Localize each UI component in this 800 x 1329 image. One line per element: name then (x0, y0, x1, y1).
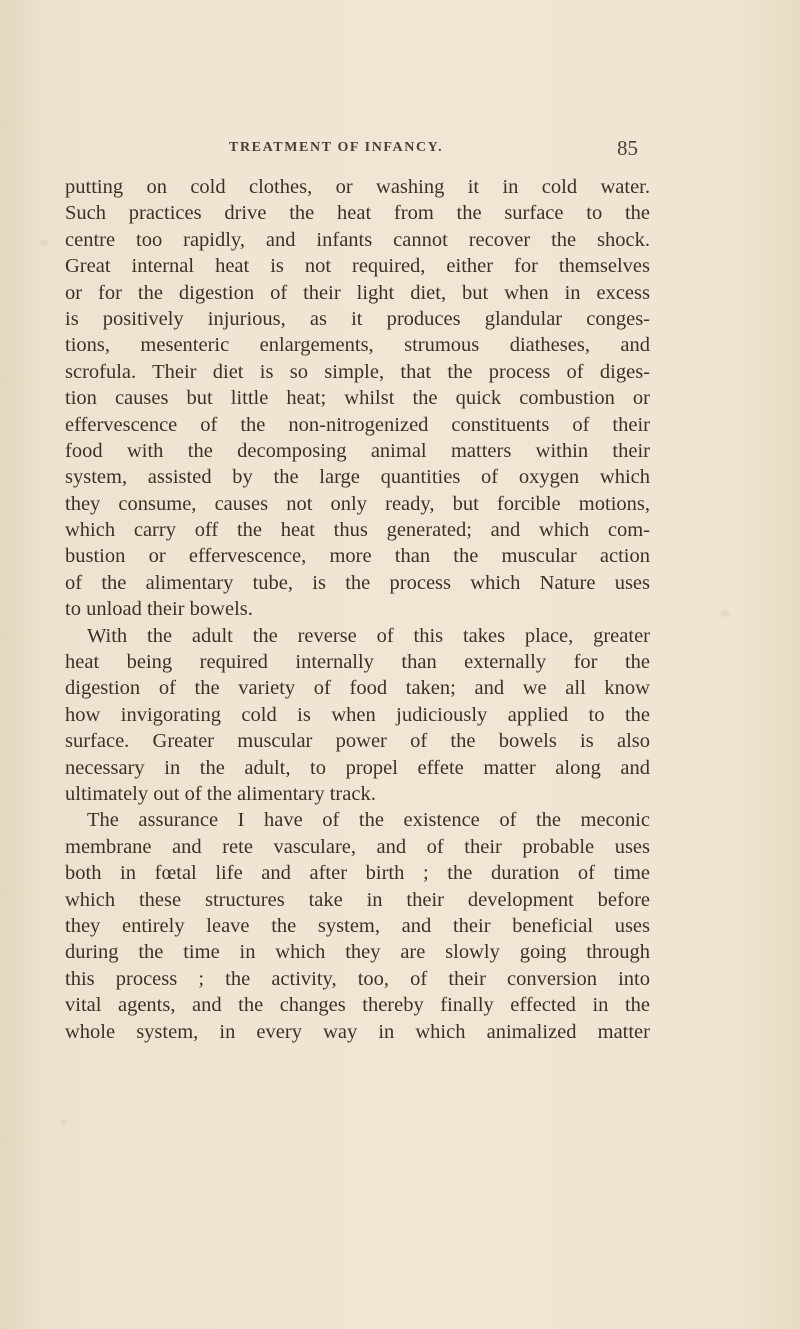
paper-stain (60, 1120, 67, 1125)
text-line: they consume, causes not only ready, but forcible motions, (65, 492, 650, 515)
text-line: or for the digestion of their light diet, but when in excess (65, 281, 650, 304)
paragraph-start-line: The assurance I have of the existence of the meconic (87, 809, 650, 832)
text-line: to unload their bowels. (65, 598, 253, 621)
paragraph-start-line: With the adult the reverse of this takes place, greater (87, 624, 650, 647)
text-line: is positively injurious, as it produces glandular conges- (65, 307, 650, 330)
text-line: which carry off the heat thus generated; and which com- (65, 519, 650, 542)
text-line: effervescence of the non-nitrogenized constituents of their (65, 413, 650, 436)
page-number: 85 (617, 136, 638, 160)
text-line: membrane and rete vasculare, and of their probable uses (65, 835, 650, 858)
text-line: food with the decomposing animal matters within their (65, 439, 650, 462)
text-line: bustion or effervescence, more than the muscular action (65, 545, 650, 568)
text-line: which these structures take in their development before (65, 888, 650, 911)
text-line: Such practices drive the heat from the surface to the (65, 202, 650, 225)
page-header (0, 136, 800, 168)
text-line: heat being required internally than externally for the (65, 651, 650, 674)
text-line: system, assisted by the large quantities of oxygen which (65, 466, 650, 489)
text-line: tions, mesenteric enlargements, strumous diatheses, and (65, 334, 650, 357)
text-line: digestion of the variety of food taken; and we all know (65, 677, 650, 700)
text-line: during the time in which they are slowly going through (65, 941, 650, 964)
text-line: Great internal heat is not required, either for themselves (65, 255, 650, 278)
text-line: how invigorating cold is when judiciously applied to the (65, 703, 650, 726)
text-line: scrofula. Their diet is so simple, that the process of diges- (65, 360, 650, 383)
text-line: both in fœtal life and after birth ; the duration of time (65, 862, 650, 885)
text-line: putting on cold clothes, or washing it in cold water. (65, 176, 650, 198)
paper-stain (40, 240, 48, 246)
text-line: tion causes but little heat; whilst the quick combustion or (65, 387, 650, 410)
body-text (65, 174, 650, 1045)
text-line: surface. Greater muscular power of the bowels is also (65, 730, 650, 753)
text-line: they entirely leave the system, and their beneficial uses (65, 914, 650, 937)
text-line: centre too rapidly, and infants cannot recover the shock. (65, 228, 650, 251)
text-line: this process ; the activity, too, of their conversion into (65, 967, 650, 990)
running-head: TREATMENT OF INFANCY. (229, 140, 444, 155)
text-line: whole system, in every way in which animalized matter (65, 1020, 650, 1043)
text-line: of the alimentary tube, is the process which Nature uses (65, 571, 650, 594)
text-line: vital agents, and the changes thereby finally effected in the (65, 994, 650, 1017)
text-line: necessary in the adult, to propel effete matter along and (65, 756, 650, 779)
paper-stain (720, 610, 730, 617)
text-line: ultimately out of the alimentary track. (65, 782, 376, 805)
